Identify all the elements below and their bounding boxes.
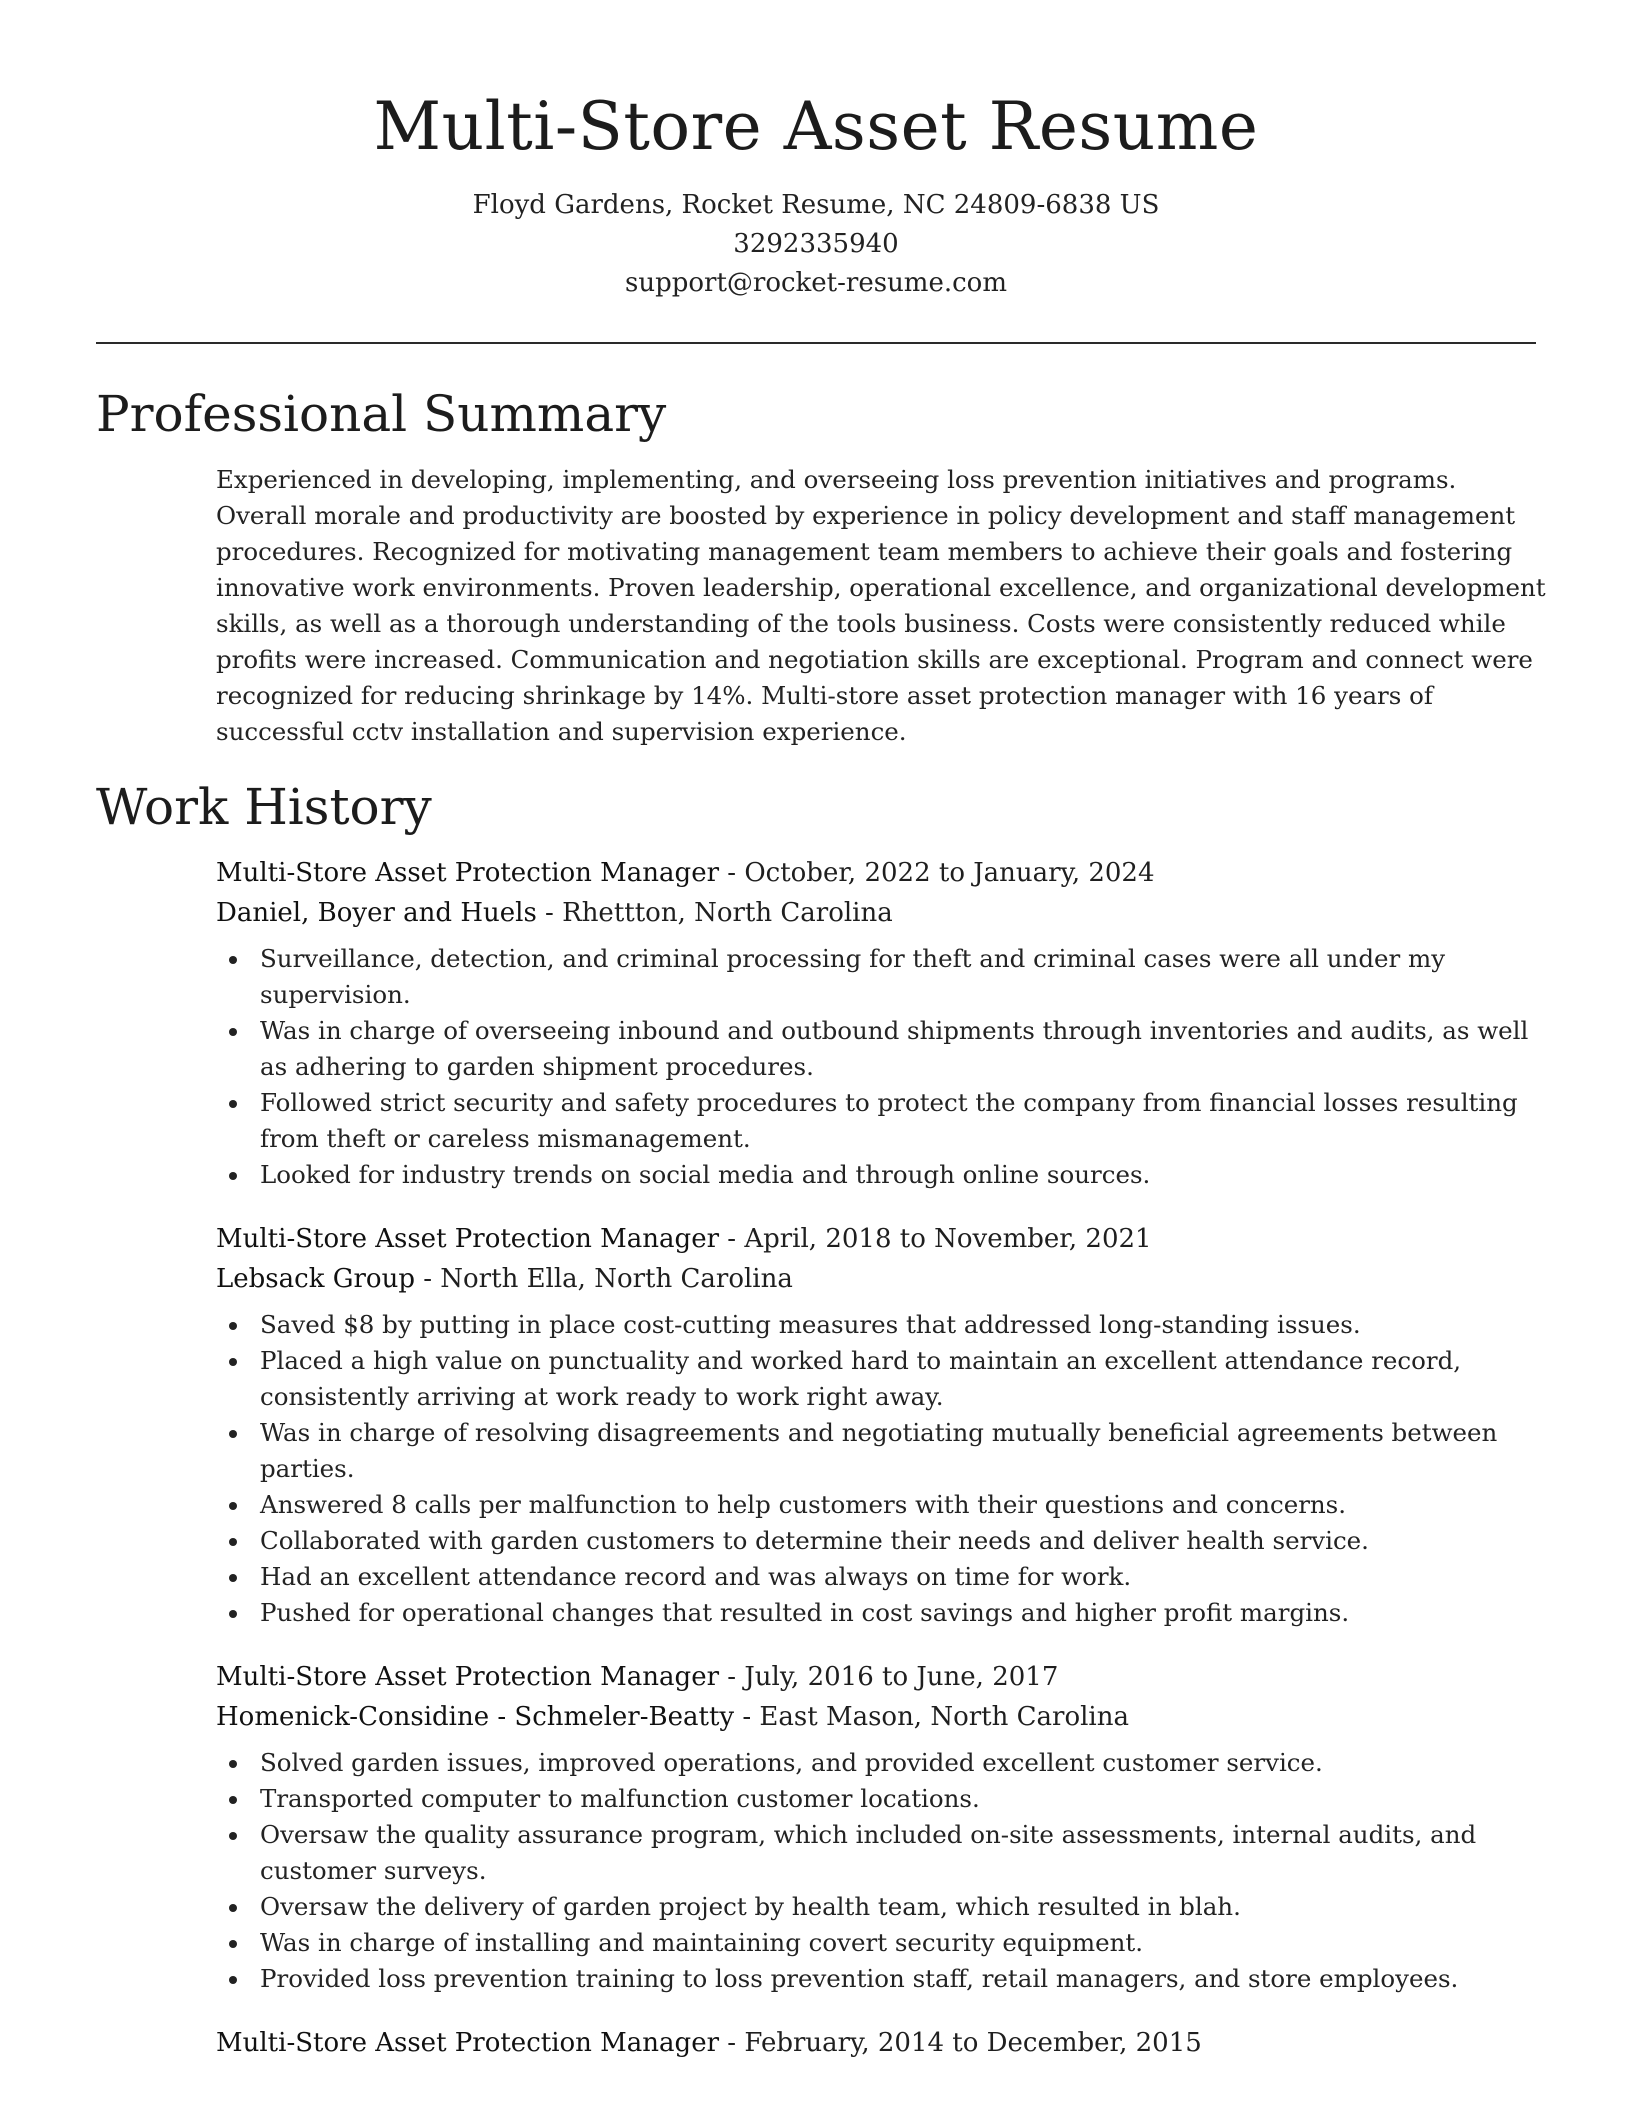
job-bullet: Collaborated with garden customers to determine their needs and deliver health service.: [216, 1523, 1546, 1559]
job-bullet: Oversaw the delivery of garden project by health team, which resulted in blah.: [216, 1889, 1546, 1925]
job-bullet: Transported computer to malfunction customer locations.: [216, 1781, 1546, 1817]
job-bullet: Provided loss prevention training to loss prevention staff, retail managers, and store employees.: [216, 1961, 1546, 1997]
job-bullet: Looked for industry trends on social media and through online sources.: [216, 1157, 1546, 1193]
job-bullet: Surveillance, detection, and criminal processing for theft and criminal cases were all under my supervision.: [216, 941, 1546, 1013]
job-bullet: Saved $8 by putting in place cost-cutting measures that addressed long-standing issues.: [216, 1307, 1546, 1343]
work-history-list: [216, 853, 1546, 2089]
job-title-line: [216, 2023, 1546, 2063]
job-company-line: [216, 1259, 1546, 1299]
header-divider: [96, 342, 1536, 344]
job-title-line: [216, 1219, 1546, 1259]
job-company: Daniel, Boyer and Huels: [216, 898, 537, 928]
job-title-line: [216, 1657, 1546, 1697]
job-location: - East Mason, North Carolina: [734, 1702, 1129, 1732]
job-bullet: Answered 8 calls per malfunction to help customers with their questions and concerns.: [216, 1487, 1546, 1523]
job-location: - Rhettton, North Carolina: [536, 898, 893, 928]
job-entry: [216, 1657, 1546, 1997]
job-dates: - April, 2018 to November, 2021: [719, 1224, 1152, 1254]
summary-heading: Professional Summary: [96, 385, 667, 443]
job-company-line: [216, 893, 1546, 933]
job-role: Multi-Store Asset Protection Manager: [216, 2028, 720, 2058]
job-bullets: [216, 941, 1546, 1193]
job-bullet: Oversaw the quality assurance program, which included on-site assessments, internal audits, and customer surveys.: [216, 1817, 1546, 1889]
job-bullet: Had an excellent attendance record and was always on time for work.: [216, 1559, 1546, 1595]
job-company-line: [216, 1697, 1546, 1737]
resume-header: [0, 0, 1632, 303]
contact-block: [0, 186, 1632, 303]
job-dates: - February, 2014 to December, 2015: [719, 2028, 1202, 2058]
job-bullet: Was in charge of overseeing inbound and outbound shipments through inventories and audits, as well as adhering to garden shipment procedures.: [216, 1013, 1546, 1085]
job-title-line: [216, 853, 1546, 893]
job-company: Homenick-Considine - Schmeler-Beatty: [216, 1702, 735, 1732]
job-role: Multi-Store Asset Protection Manager: [216, 858, 720, 888]
job-bullet: Was in charge of resolving disagreements and negotiating mutually beneficial agreements between parties.: [216, 1415, 1546, 1487]
job-entry: [216, 853, 1546, 1193]
contact-email: support@rocket-resume.com: [624, 268, 1007, 298]
job-bullets: [216, 1307, 1546, 1631]
job-role: Multi-Store Asset Protection Manager: [216, 1662, 720, 1692]
job-bullets: [216, 1745, 1546, 1997]
contact-phone: 3292335940: [733, 229, 899, 259]
job-company: Lebsack Group: [216, 1264, 415, 1294]
job-dates: - October, 2022 to January, 2024: [719, 858, 1155, 888]
resume-title: Multi-Store Asset Resume: [373, 88, 1259, 165]
job-bullet: Placed a high value on punctuality and worked hard to maintain an excellent attendance record, consistently arriving at work ready to work right away.: [216, 1343, 1546, 1415]
job-entry: [216, 2023, 1546, 2063]
job-location: - North Ella, North Carolina: [414, 1264, 793, 1294]
job-bullet: Was in charge of installing and maintaining covert security equipment.: [216, 1925, 1546, 1961]
job-dates: - July, 2016 to June, 2017: [719, 1662, 1059, 1692]
job-entry: [216, 1219, 1546, 1631]
job-bullet: Pushed for operational changes that resulted in cost savings and higher profit margins.: [216, 1595, 1546, 1631]
job-bullet: Solved garden issues, improved operations, and provided excellent customer service.: [216, 1745, 1546, 1781]
job-role: Multi-Store Asset Protection Manager: [216, 1224, 720, 1254]
job-bullet: Followed strict security and safety procedures to protect the company from financial losses resulting from theft or careless mismanagement.: [216, 1085, 1546, 1157]
work-history-heading: Work History: [96, 778, 432, 836]
contact-address: Floyd Gardens, Rocket Resume, NC 24809-6838 US: [472, 190, 1160, 220]
summary-text: Experienced in developing, implementing, and overseeing loss prevention initiatives and programs. Overall morale and productivity are boosted by experience in policy development and staff management procedures. Recognized for motivating management team members to achieve their goals and fostering innovative work environments. Proven leadership, operational excellence, and organizational development skills, as well as a thorough understanding of the tools business. Costs were consistently reduced while profits were increased. Communication and negotiation skills are exceptional. Program and connect were recognized for reducing shrinkage by 14%. Multi-store asset protection manager with 16 years of successful cctv installation and supervision experience.: [216, 465, 1546, 746]
